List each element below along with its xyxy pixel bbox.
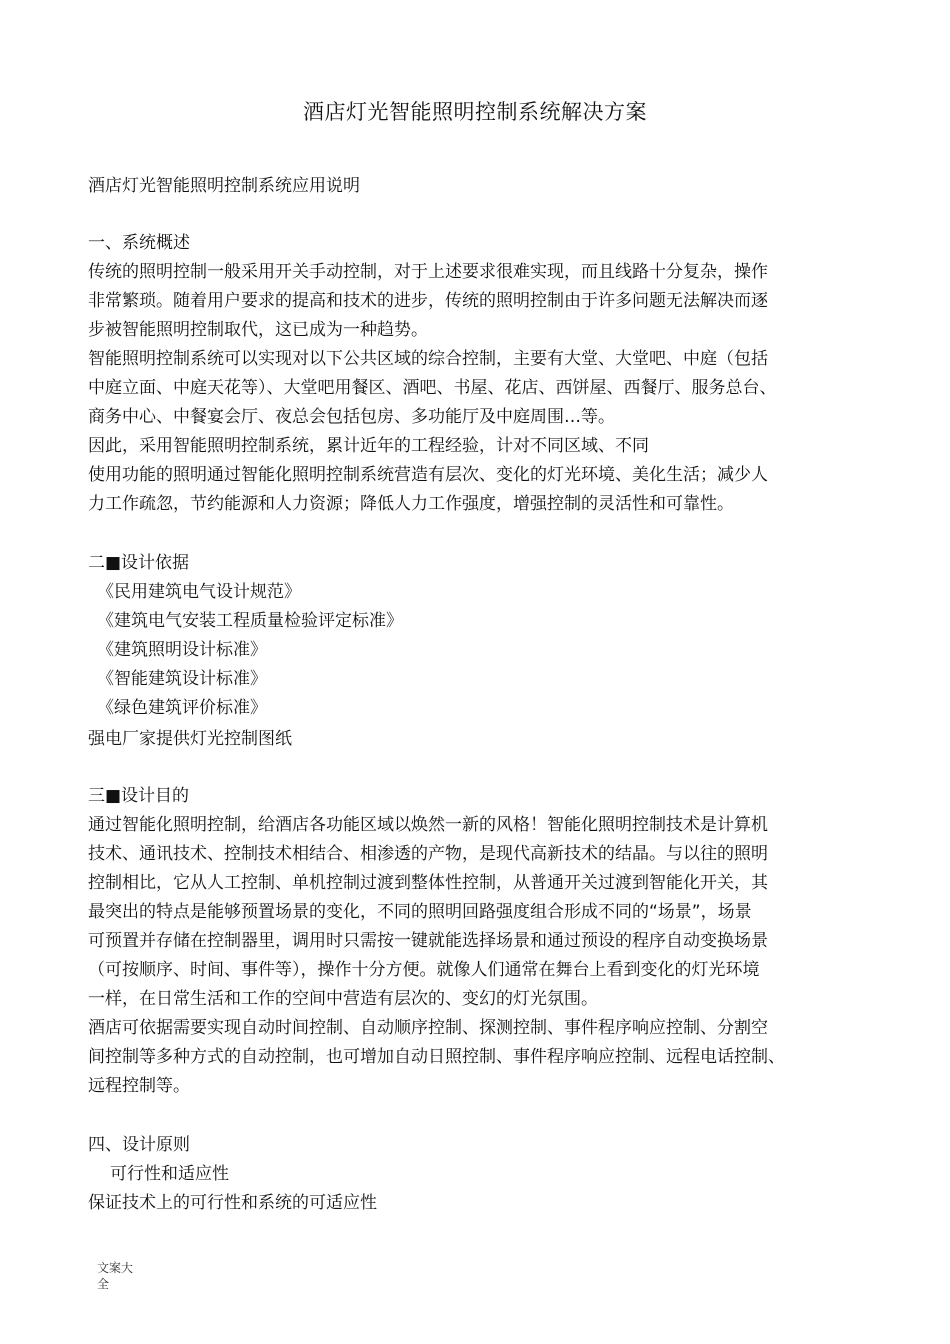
section-heading-principles: 四、设计原则 bbox=[88, 1135, 190, 1155]
paragraph-line: 最突出的特点是能够预置场景的变化，不同的照明回路强度组合形成不同的“场景”，场景 bbox=[88, 902, 752, 922]
standard-reference: 《智能建筑设计标准》 bbox=[97, 669, 267, 689]
paragraph-line: 非常繁琐。随着用户要求的提高和技术的进步，传统的照明控制由于许多问题无法解决而逐 bbox=[88, 291, 768, 311]
paragraph-line: 一样，在日常生活和工作的空间中营造有层次的、变幻的灯光氛围。 bbox=[88, 989, 598, 1009]
paragraph-line: 通过智能化照明控制，给酒店各功能区域以焕然一新的风格！智能化照明控制技术是计算机 bbox=[88, 815, 768, 835]
standard-reference: 《建筑照明设计标准》 bbox=[97, 640, 267, 660]
standard-reference: 《绿色建筑评价标准》 bbox=[97, 698, 267, 718]
paragraph-line: 酒店可依据需要实现自动时间控制、自动顺序控制、探测控制、事件程序响应控制、分割空 bbox=[88, 1018, 768, 1038]
paragraph-line: 中庭立面、中庭天花等）、大堂吧用餐区、酒吧、书屋、花店、西饼屋、西餐厅、服务总台、 bbox=[88, 378, 777, 398]
page-footer: 文案大全 bbox=[97, 1261, 134, 1291]
section-heading-overview: 一、系统概述 bbox=[88, 233, 190, 253]
principle-subheading: 可行性和适应性 bbox=[110, 1164, 229, 1184]
paragraph-line: 因此，采用智能照明控制系统，累计近年的工程经验，计对不同区域、不同 bbox=[88, 436, 649, 456]
paragraph-line: 使用功能的照明通过智能化照明控制系统营造有层次、变化的灯光环境、美化生活；减少人 bbox=[88, 465, 768, 485]
standard-reference: 《建筑电气安装工程质量检验评定标准》 bbox=[97, 611, 403, 631]
paragraph-line: （可按顺序、时间、事件等），操作十分方便。就像人们通常在舞台上看到变化的灯光环境 bbox=[88, 960, 760, 980]
paragraph-line: 保证技术上的可行性和系统的可适应性 bbox=[88, 1193, 377, 1213]
section-heading-basis: 二■设计依据 bbox=[88, 553, 190, 573]
paragraph-line: 控制相比，它从人工控制、单机控制过渡到整体性控制，从普通开关过渡到智能化开关，其 bbox=[88, 873, 768, 893]
paragraph-line: 力工作疏忽，节约能源和人力资源；降低人力工作强度，增强控制的灵活性和可靠性。 bbox=[88, 494, 734, 514]
standard-reference: 《民用建筑电气设计规范》 bbox=[97, 582, 301, 602]
paragraph-line: 技术、通讯技术、控制技术相结合、相渗透的产物，是现代高新技术的结晶。与以往的照明 bbox=[88, 844, 768, 864]
document-subtitle: 酒店灯光智能照明控制系统应用说明 bbox=[88, 176, 360, 196]
paragraph-line: 传统的照明控制一般采用开关手动控制，对于上述要求很难实现，而且线路十分复杂，操作 bbox=[88, 262, 768, 282]
paragraph-line: 可预置并存储在控制器里，调用时只需按一键就能选择场景和通过预设的程序自动变换场景 bbox=[88, 931, 768, 951]
document-title: 酒店灯光智能照明控制系统解决方案 bbox=[303, 100, 647, 124]
paragraph-line: 步被智能照明控制取代，这已成为一种趋势。 bbox=[88, 320, 428, 340]
paragraph-line: 远程控制等。 bbox=[88, 1076, 190, 1096]
paragraph-line: 商务中心、中餐宴会厅、夜总会包括包房、多功能厅及中庭周围…等。 bbox=[88, 407, 615, 427]
paragraph-line: 间控制等多种方式的自动控制，也可增加自动日照控制、事件程序响应控制、远程电话控制、 bbox=[88, 1047, 785, 1067]
section-heading-purpose: 三■设计目的 bbox=[88, 786, 190, 806]
paragraph-line: 智能照明控制系统可以实现对以下公共区域的综合控制，主要有大堂、大堂吧、中庭（包括 bbox=[88, 349, 768, 369]
paragraph-line: 强电厂家提供灯光控制图纸 bbox=[88, 729, 292, 749]
